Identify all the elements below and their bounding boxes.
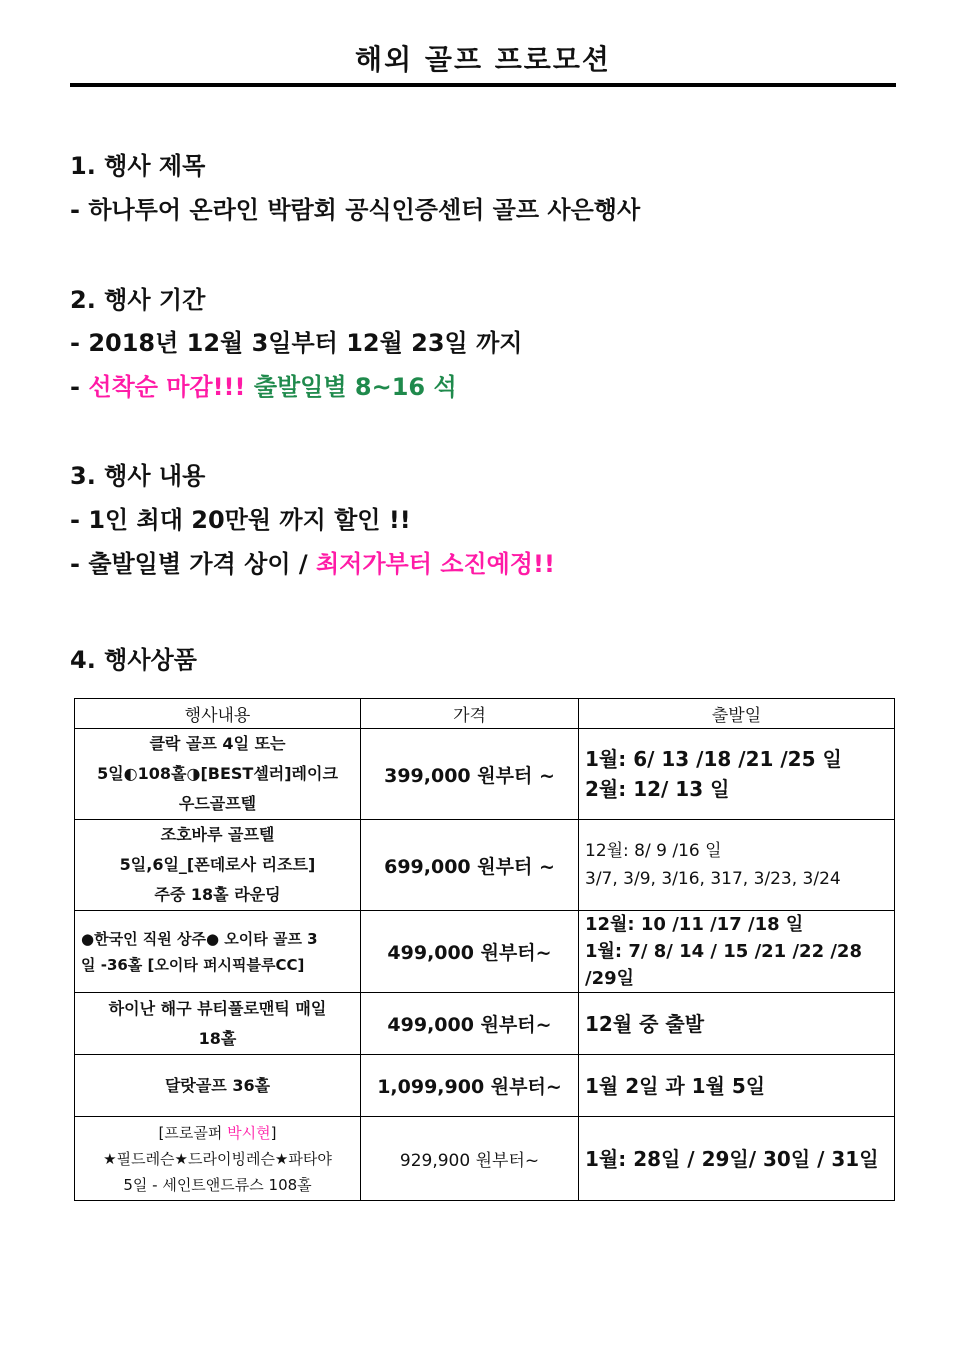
- product-dates: 1월: 28일 / 29일/ 30일 / 31일: [579, 1117, 895, 1201]
- product-dates: 12월 중 출발: [579, 993, 895, 1055]
- product-price: 399,000 원부터 ~: [361, 729, 579, 820]
- section-3-heading: 3. 행사 내용: [70, 462, 206, 490]
- header-departure: 출발일: [579, 699, 895, 729]
- header-content: 행사내용: [75, 699, 361, 729]
- page-title: 해외 골프 프로모션: [355, 43, 611, 76]
- product-dates: 1월 2일 과 1월 5일: [579, 1055, 895, 1117]
- product-desc: 달랏골프 36홀: [75, 1055, 361, 1117]
- table-row: [75, 820, 895, 911]
- product-desc: 하이난 해구 뷰티풀로맨틱 매일 18홀: [75, 993, 361, 1055]
- product-price: 929,900 원부터~: [361, 1117, 579, 1201]
- table-row: [75, 1055, 895, 1117]
- product-price: 1,099,900 원부터~: [361, 1055, 579, 1117]
- product-price: 499,000 원부터~: [361, 911, 579, 993]
- section-1-line-1: - 하나투어 온라인 박람회 공식인증센터 골프 사은행사: [70, 196, 641, 224]
- table-row: [75, 1117, 895, 1201]
- table-row: [75, 993, 895, 1055]
- lowest-price-notice: 최저가부터 소진예정!!: [315, 550, 555, 578]
- product-desc: ●한국인 직원 상주● 오이타 골프 3 일 -36홀 [오이타 퍼시픽블루CC]: [75, 911, 361, 993]
- pro-golfer-name: 박시현: [227, 1123, 271, 1142]
- section-3-line-2: [70, 544, 555, 579]
- first-come-notice: 선착순 마감!!!: [88, 373, 246, 401]
- header-price: 가격: [361, 699, 579, 729]
- section-2-line-1: - 2018년 12월 3일부터 12월 23일 까지: [70, 329, 523, 357]
- product-desc: 클락 골프 4일 또는 5일◐108홀◑[BEST셀러]레이크 우드골프텔: [75, 729, 361, 820]
- section-4-heading: 4. 행사상품: [70, 646, 197, 674]
- section-3-line-1: - 1인 최대 20만원 까지 할인 !!: [70, 506, 411, 534]
- section-1-heading: 1. 행사 제목: [70, 152, 206, 180]
- section-2-line-2: [70, 367, 457, 402]
- table-header-row: [75, 699, 895, 729]
- product-price: 499,000 원부터~: [361, 993, 579, 1055]
- product-desc: [프로골퍼 박시현] ★필드레슨★드라이빙레슨★파타야 5일 - 세인트앤드류스 108홀: [75, 1117, 361, 1201]
- product-table: [74, 698, 895, 1201]
- table-row: [75, 911, 895, 993]
- product-dates: 12월: 10 /11 /17 /18 일 1월: 7/ 8/ 14 / 15 /21 /22 /28 /29일: [579, 911, 895, 993]
- table-row: [75, 729, 895, 820]
- product-price: 699,000 원부터 ~: [361, 820, 579, 911]
- product-dates: 12월: 8/ 9 /16 일 3/7, 3/9, 3/16, 317, 3/23, 3/24: [579, 820, 895, 911]
- seats-notice: 출발일별 8~16 석: [253, 373, 457, 401]
- title-underline: [70, 83, 896, 87]
- section-3-line-2-prefix: - 출발일별 가격 상이 /: [70, 550, 316, 578]
- section-2-heading: 2. 행사 기간: [70, 286, 206, 314]
- product-dates: 1월: 6/ 13 /18 /21 /25 일 2월: 12/ 13 일: [579, 729, 895, 820]
- product-desc: 조호바루 골프텔 5일,6일_[폰데로사 리조트] 주중 18홀 라운딩: [75, 820, 361, 911]
- section-2-line-2-prefix: -: [70, 373, 89, 401]
